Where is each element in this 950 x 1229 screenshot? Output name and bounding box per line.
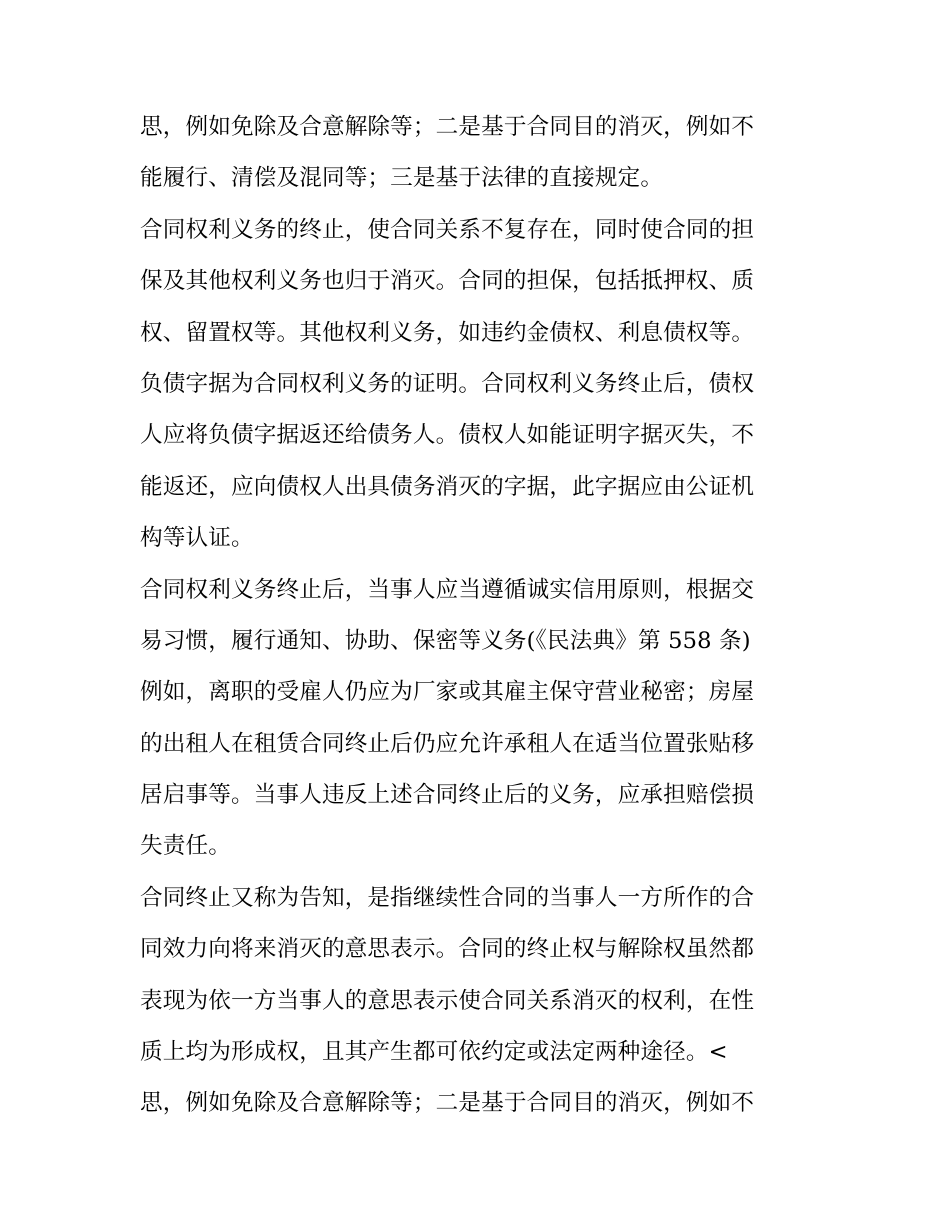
text-line: 易习惯，履行通知、协助、保密等义务(《民法典》第 558 条) (140, 627, 751, 654)
text-line: 人应将负债字据返还给债务人。债权人如能证明字据灭失，不 (140, 422, 755, 449)
text-line: 居启事等。当事人违反上述合同终止后的义务，应承担赔偿损 (140, 782, 755, 809)
text-line: 质上均为形成权，且其产生都可依约定或法定两种途径。< (140, 1039, 728, 1066)
text-line: 负债字据为合同权利义务的证明。合同权利义务终止后，债权 (140, 370, 755, 397)
text-line: 构等认证。 (140, 525, 254, 552)
text-line: 同效力向将来消灭的意思表示。合同的终止权与解除权虽然都 (140, 936, 755, 963)
text-line: 能履行、清偿及混同等；三是基于法律的直接规定。 (140, 165, 664, 192)
text-line: 思，例如免除及合意解除等；二是基于合同目的消灭，例如不 (140, 1090, 755, 1117)
text-line: 例如，离职的受雇人仍应为厂家或其雇主保守营业秘密；房屋 (140, 679, 755, 706)
text-line: 思，例如免除及合意解除等；二是基于合同目的消灭，例如不 (140, 114, 755, 140)
document-page (140, 102, 814, 1130)
text-line: 保及其他权利义务也归于消灭。合同的担保，包括抵押权、质 (140, 268, 755, 295)
text-line: 合同终止又称为告知，是指继续性合同的当事人一方所作的合 (140, 884, 755, 911)
text-line: 的出租人在租赁合同终止后仍应允许承租人在适当位置张贴移 (140, 730, 755, 757)
text-line: 合同权利义务的终止，使合同关系不复存在，同时使合同的担 (140, 216, 755, 243)
text-line: 能返还，应向债权人出具债务消灭的字据，此字据应由公证机 (140, 473, 755, 500)
text-line: 合同权利义务终止后，当事人应当遵循诚实信用原则，根据交 (140, 576, 755, 603)
text-line: 失责任。 (140, 833, 231, 860)
text-line: 表现为依一方当事人的意思表示使合同关系消灭的权利，在性 (140, 987, 755, 1014)
text-line: 权、留置权等。其他权利义务，如违约金债权、利息债权等。 (140, 319, 755, 346)
